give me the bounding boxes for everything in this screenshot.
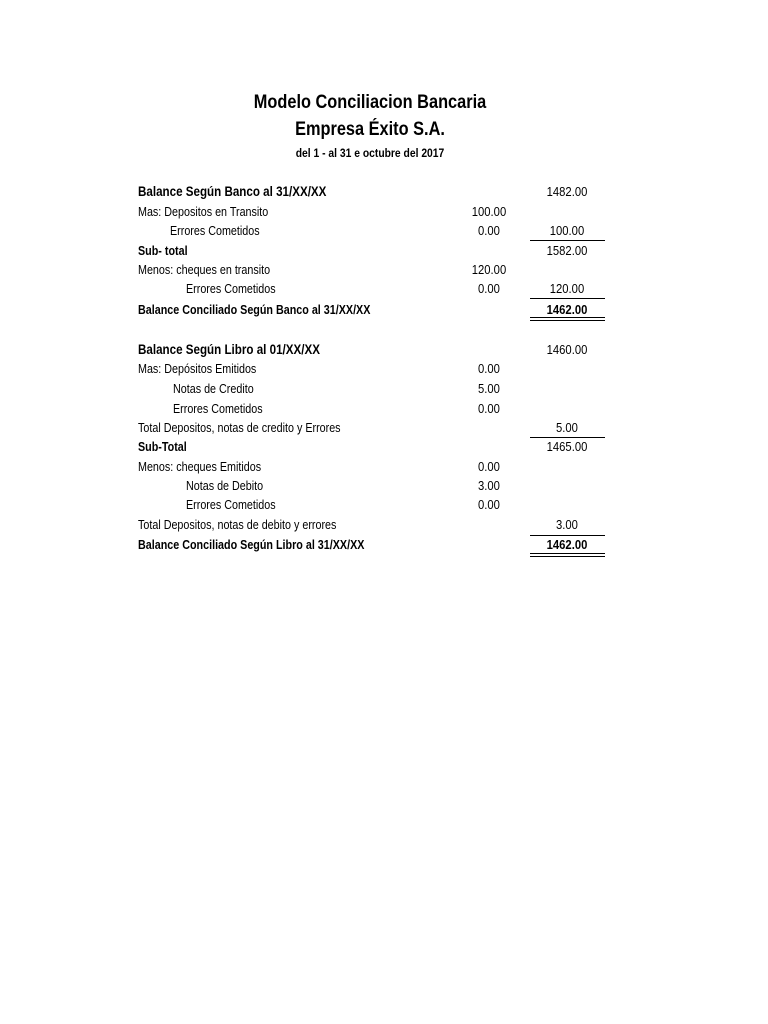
bank-menos-value: 120.00 [471, 263, 507, 277]
bank-final-row [0, 301, 768, 320]
bank-errores1-row [0, 222, 768, 241]
bank-errores1-value: 0.00 [478, 224, 500, 238]
book-total-deb-row [0, 516, 768, 535]
book-final-value: 1462.00 [546, 538, 588, 552]
book-notas-credito-label: Notas de Credito [173, 382, 254, 396]
book-total-deb-label: Total Depositos, notas de debito y errores [138, 518, 337, 532]
bank-errores2-label: Errores Cometidos [186, 282, 276, 296]
book-menos-value: 0.00 [478, 460, 500, 474]
bank-heading-label: Balance Según Banco al 31/XX/XX [138, 184, 327, 199]
bank-heading-total: 1482.00 [546, 185, 588, 199]
book-mas-row [0, 360, 768, 379]
bank-errores2-value: 0.00 [478, 282, 500, 296]
underline-rule [530, 240, 605, 241]
book-total-dep-value: 5.00 [556, 421, 578, 435]
book-errores1-value: 0.00 [478, 402, 500, 416]
book-mas-value: 0.00 [478, 362, 500, 376]
book-menos-label: Menos: cheques Emitidos [138, 460, 262, 474]
bank-menos-row [0, 261, 768, 280]
book-total-deb-value: 3.00 [556, 518, 578, 532]
double-underline-top [530, 317, 605, 318]
book-subtotal-row [0, 438, 768, 457]
book-heading-label: Balance Según Libro al 01/XX/XX [138, 342, 320, 357]
book-heading-total: 1460.00 [546, 343, 588, 357]
book-notas-debito-label: Notas de Debito [186, 479, 264, 493]
bank-final-label: Balance Conciliado Según Banco al 31/XX/XX [138, 303, 371, 317]
double-underline-bottom [530, 320, 605, 321]
book-total-dep-label: Total Depositos, notas de credito y Errores [138, 421, 341, 435]
bank-subtotal-row [0, 242, 768, 261]
book-notas-debito-value: 3.00 [478, 479, 500, 493]
book-notas-credito-row [0, 380, 768, 399]
book-notas-debito-row [0, 477, 768, 496]
book-final-row [0, 536, 768, 555]
book-errores2-row [0, 496, 768, 515]
company-name: Empresa Éxito S.A. [295, 119, 445, 140]
underline-rule [530, 298, 605, 299]
bank-heading-row [0, 183, 768, 202]
bank-mas-value: 100.00 [471, 205, 507, 219]
document-title: Modelo Conciliacion Bancaria [253, 92, 487, 113]
bank-mas-label: Mas: Depositos en Transito [138, 205, 269, 219]
bank-errores2-total: 120.00 [549, 282, 585, 296]
book-errores2-value: 0.00 [478, 498, 500, 512]
book-subtotal-label: Sub-Total [138, 440, 187, 454]
double-underline-bottom [530, 556, 605, 557]
bank-mas-row [0, 203, 768, 222]
bank-subtotal-value: 1582.00 [546, 244, 588, 258]
bank-errores1-label: Errores Cometidos [170, 224, 260, 238]
book-notas-credito-value: 5.00 [478, 382, 500, 396]
bank-errores2-row [0, 280, 768, 299]
book-final-label: Balance Conciliado Según Libro al 31/XX/XX [138, 538, 365, 552]
double-underline-top [530, 553, 605, 554]
bank-errores1-total: 100.00 [549, 224, 585, 238]
bank-final-value: 1462.00 [546, 303, 588, 317]
book-mas-label: Mas: Depósitos Emitidos [138, 362, 257, 376]
bank-subtotal-label: Sub- total [138, 244, 188, 258]
book-errores1-row [0, 400, 768, 419]
period-subtitle: del 1 - al 31 e octubre del 2017 [295, 146, 445, 160]
bank-menos-label: Menos: cheques en transito [138, 263, 271, 277]
book-heading-row [0, 341, 768, 360]
book-total-dep-row [0, 419, 768, 438]
book-subtotal-value: 1465.00 [546, 440, 588, 454]
book-errores2-label: Errores Cometidos [186, 498, 276, 512]
book-errores1-label: Errores Cometidos [173, 402, 263, 416]
book-menos-row [0, 458, 768, 477]
